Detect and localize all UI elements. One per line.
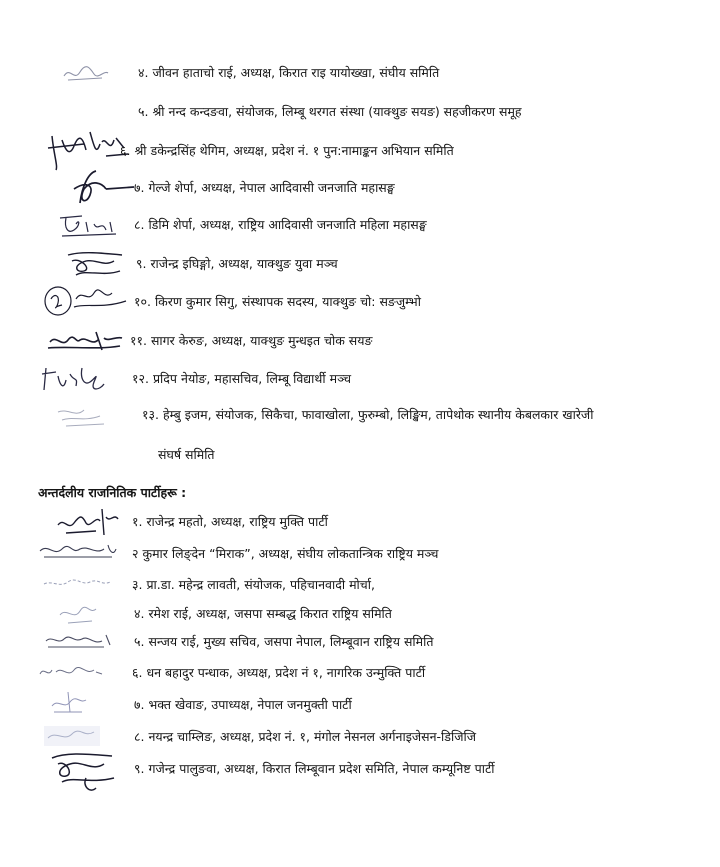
signatory-entry: ६. श्री डकेन्द्रसिंह थेगिम, अध्यक्ष, प्रदेश नं. १ पुन:नामाङ्कन अभियान समिति bbox=[120, 143, 454, 158]
signatory-entry: १३. हेम्बु इजम, संयोजक, सिकैचा, फावाखोला, फुरुम्बो, लिङ्खिम, तापेथोक स्थानीय केबलकार खारेजी bbox=[142, 407, 594, 422]
signature-mark bbox=[58, 210, 120, 238]
signatory-row bbox=[0, 138, 720, 168]
signatory-entry: १२. प्रदिप नेयोङ, महासचिव, लिम्बू विद्यार्थी मञ्च bbox=[132, 371, 352, 386]
signatory-row bbox=[0, 175, 720, 205]
signature-mark bbox=[38, 662, 104, 682]
signatory-entry: ४. रमेश राई, अध्यक्ष, जसपा सम्बद्ध किरात राष्ट्रिय समिति bbox=[134, 606, 392, 621]
signatory-row bbox=[0, 402, 720, 432]
signatory-row bbox=[0, 366, 720, 396]
signature-mark bbox=[38, 539, 118, 563]
signature-mark bbox=[44, 126, 130, 172]
signature-mark bbox=[62, 247, 130, 281]
signatory-entry: ६. धन बहादुर पन्धाक, अध्यक्ष, प्रदेश नं १, नागरिक उन्मुक्ति पार्टी bbox=[132, 665, 426, 680]
signatory-entry: ७. भक्त खेवाङ, उपाध्यक्ष, नेपाल जनमुक्ती पार्टी bbox=[134, 697, 352, 712]
signature-mark bbox=[42, 283, 130, 321]
signature-mark bbox=[48, 690, 90, 716]
signatory-row bbox=[0, 212, 720, 242]
signature-mark bbox=[42, 724, 102, 748]
signatory-entry: ७. गेल्जे शेर्पा, अध्यक्ष, नेपाल आदिवासी जनजाति महासङ्घ bbox=[134, 180, 395, 195]
signatory-entry: ४. जीवन हाताचो राई, अध्यक्ष, किरात राइ यायोख्खा, संघीय समिति bbox=[138, 65, 440, 80]
signatory-row bbox=[0, 289, 720, 319]
signatory-row bbox=[0, 629, 720, 659]
signatory-row bbox=[0, 756, 720, 786]
signatory-row bbox=[0, 601, 720, 631]
signatory-row bbox=[0, 541, 720, 571]
signatory-row bbox=[0, 99, 720, 129]
signatory-entry: ८. डिमि शेर्पा, अध्यक्ष, राष्ट्रिय आदिवासी जनजाति महिला महासङ्घ bbox=[134, 217, 427, 232]
signature-mark bbox=[40, 360, 106, 396]
signatory-row bbox=[0, 660, 720, 690]
signatory-row bbox=[0, 60, 720, 90]
signatory-row bbox=[0, 572, 720, 602]
signatory-entry: ८. नयन्द्र चाम्लिङ, अध्यक्ष, प्रदेश नं. १, मंगोल नेसनल अर्गनाइजेसन-डिजिजि bbox=[134, 729, 476, 744]
signatory-row bbox=[0, 692, 720, 722]
signatory-entry: १०. किरण कुमार सिगु, संस्थापक सदस्य, याक्थुङ चो: सङजुम्भो bbox=[134, 294, 421, 309]
signatory-entry: ११. सागर केरुङ, अध्यक्ष, याक्थुङ मुन्धइत चोक सयङ bbox=[130, 333, 373, 348]
signature-mark bbox=[44, 631, 116, 653]
signatory-entry: ३. प्रा.डा. महेन्द्र लावती, संयोजक, पहिचानवादी मोर्चा, bbox=[132, 577, 375, 592]
signatory-entry: ५. श्री नन्द कन्दङवा, संयोजक, लिम्बू थरगत संस्था (याक्थुङ सयङ) सहजीकरण समूह bbox=[138, 104, 522, 119]
signatory-entry: २ कुमार लिङ्देन “मिराक”, अध्यक्ष, संघीय लोकतान्त्रिक राष्ट्रिय मञ्च bbox=[132, 546, 439, 561]
signature-mark bbox=[42, 576, 112, 592]
signatory-entry: १. राजेन्द्र महतो, अध्यक्ष, राष्ट्रिय मुक्ति पार्टी bbox=[132, 514, 328, 529]
signature-mark bbox=[56, 505, 122, 537]
signature-mark bbox=[46, 328, 124, 354]
signatory-row bbox=[0, 328, 720, 358]
signatory-entry: ५. सन्जय राई, मुख्य सचिव, जसपा नेपाल, लिम्बूवान राष्ट्रिय समिति bbox=[134, 634, 434, 649]
signatory-row bbox=[0, 509, 720, 539]
signature-mark bbox=[46, 748, 124, 796]
signatory-entry: ९. गजेन्द्र पालुङवा, अध्यक्ष, किरात लिम्बूवान प्रदेश समिति, नेपाल कम्यूनिष्ट पार्टी bbox=[134, 761, 495, 776]
signature-mark bbox=[66, 167, 136, 207]
entry-continuation: संघर्ष समिति bbox=[158, 447, 215, 462]
signature-mark bbox=[62, 62, 110, 84]
section-heading: अन्तर्दलीय राजनितिक पार्टीहरू : bbox=[38, 485, 187, 500]
signature-mark bbox=[54, 402, 110, 430]
signature-mark bbox=[56, 601, 102, 627]
signatory-row bbox=[0, 251, 720, 281]
signatory-entry: ९. राजेन्द्र इघिङ्गो, अध्यक्ष, याक्थुङ युवा मञ्च bbox=[136, 256, 338, 271]
